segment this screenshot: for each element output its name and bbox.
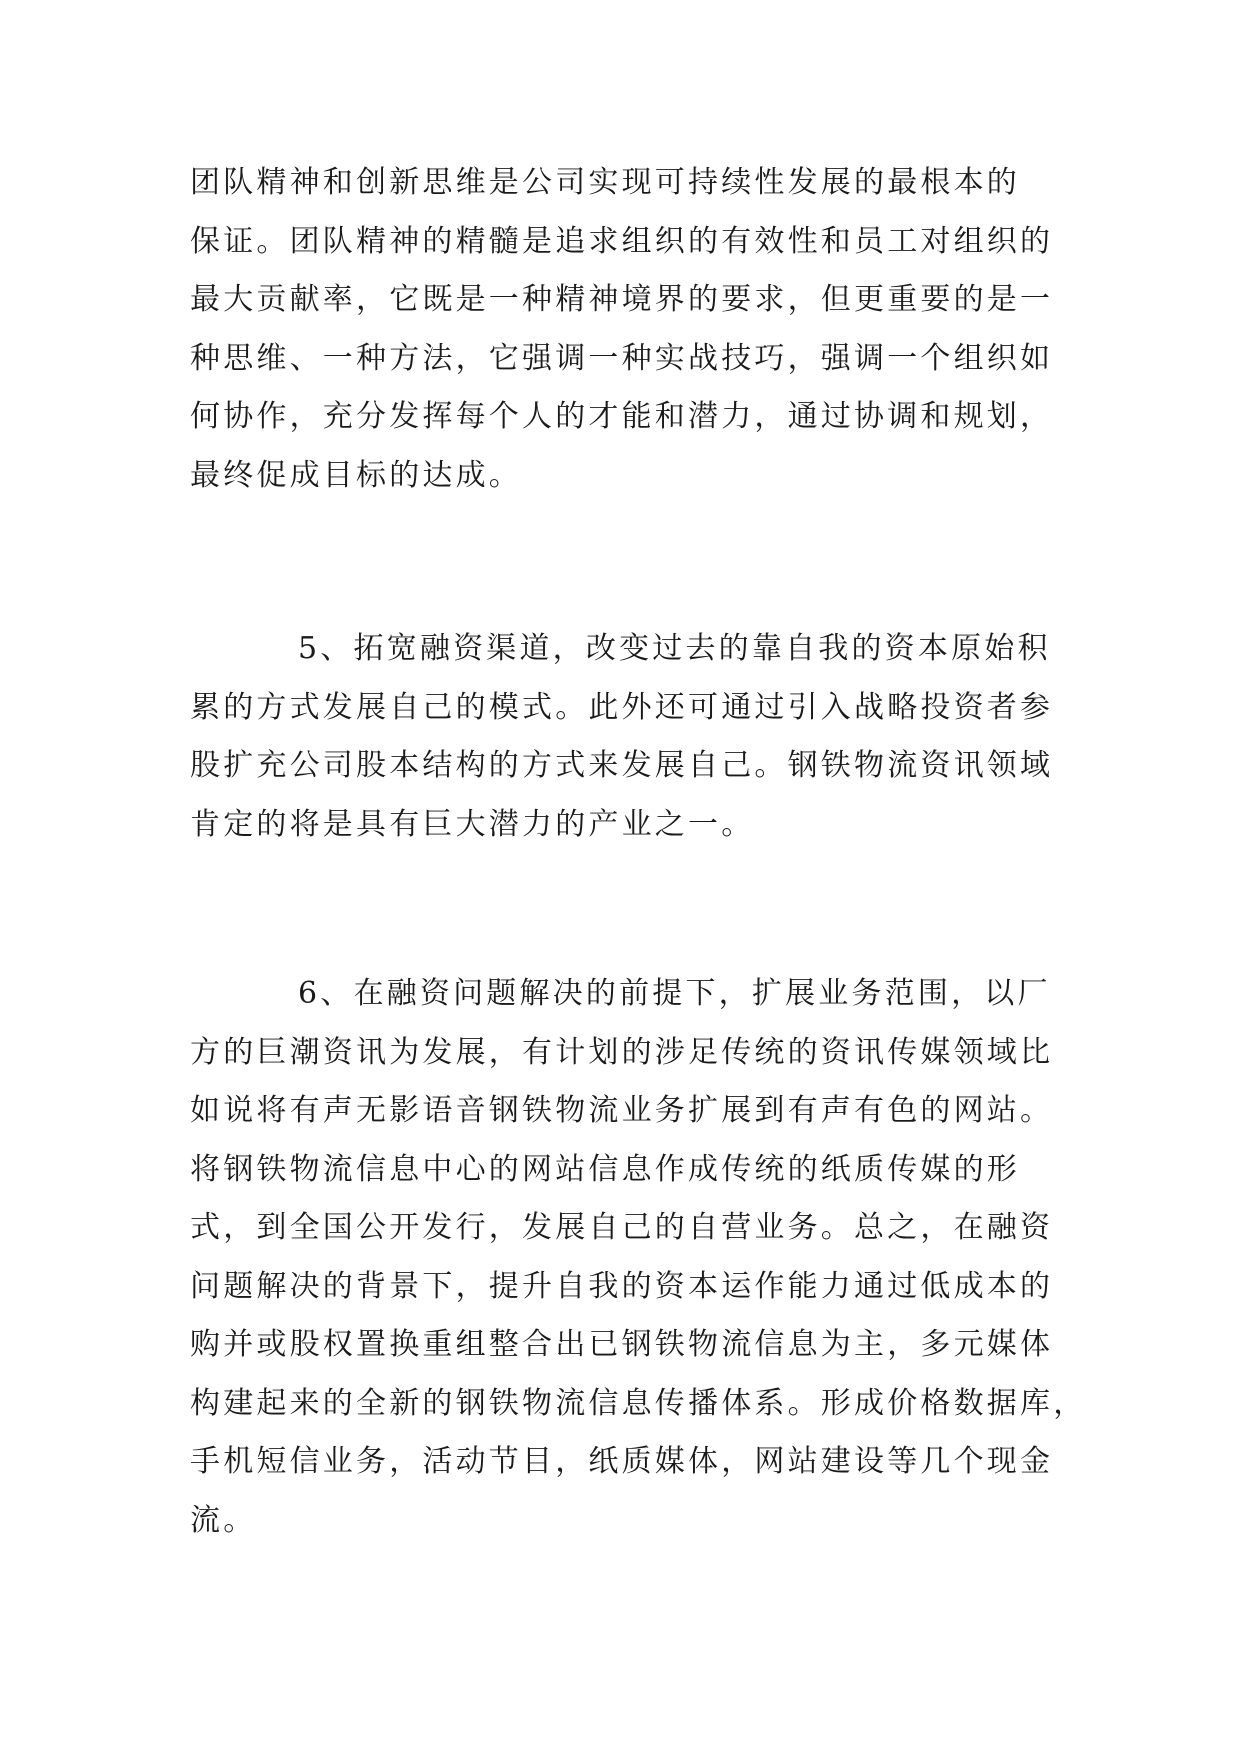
text-line: 团队精神和创新思维是公司实现可持续性发展的最根本的 — [190, 165, 1020, 200]
text-line: 式，到全国公开发行，发展自己的自营业务。总之，在融资 — [190, 1210, 1054, 1245]
text-line: 问题解决的背景下，提升自我的资本运作能力通过低成本的 — [190, 1268, 1054, 1304]
text-line: 手机短信业务，活动节目，纸质媒体，网站建设等几个现金 — [190, 1444, 1054, 1479]
paragraph-team-spirit — [190, 154, 1070, 505]
text-line: 5、拓宽融资渠道，改变过去的靠自我的资本原始积 — [298, 631, 1051, 666]
paragraph-item-5 — [190, 620, 1070, 854]
text-line: 购并或股权置换重组整合出已钢铁物流信息为主，多元媒体 — [190, 1327, 1054, 1362]
text-line: 种思维、一种方法，它强调一种实战技巧，强调一个组织如 — [190, 340, 1054, 376]
text-line: 如说将有声无影语音钢铁物流业务扩展到有声有色的网站。 — [190, 1093, 1054, 1128]
text-line: 方的巨潮资讯为发展，有计划的涉足传统的资讯传媒领域比 — [190, 1034, 1054, 1070]
text-line: 构建起来的全新的钢铁物流信息传播体系。形成价格数据库， — [190, 1385, 1087, 1421]
text-line: 6、在融资问题解决的前提下，扩展业务范围，以厂 — [298, 976, 1051, 1011]
text-line: 股扩充公司股本结构的方式来发展自己。钢铁物流资讯领域 — [190, 748, 1054, 783]
text-line: 累的方式发展自己的模式。此外还可通过引入战略投资者参 — [190, 689, 1054, 725]
text-line: 最终促成目标的达成。 — [190, 457, 522, 493]
text-line: 保证。团队精神的精髓是追求组织的有效性和员工对组织的 — [190, 223, 1054, 259]
text-line: 最大贡献率，它既是一种精神境界的要求，但更重要的是一 — [190, 282, 1054, 317]
text-line: 流。 — [190, 1502, 257, 1538]
paragraph-item-6 — [190, 965, 1087, 1550]
text-line: 肯定的将是具有巨大潜力的产业之一。 — [190, 806, 755, 842]
text-line: 将钢铁物流信息中心的网站信息作成传统的纸质传媒的形 — [190, 1151, 1020, 1187]
text-line: 何协作，充分发挥每个人的才能和潜力，通过协调和规划， — [190, 399, 1054, 434]
